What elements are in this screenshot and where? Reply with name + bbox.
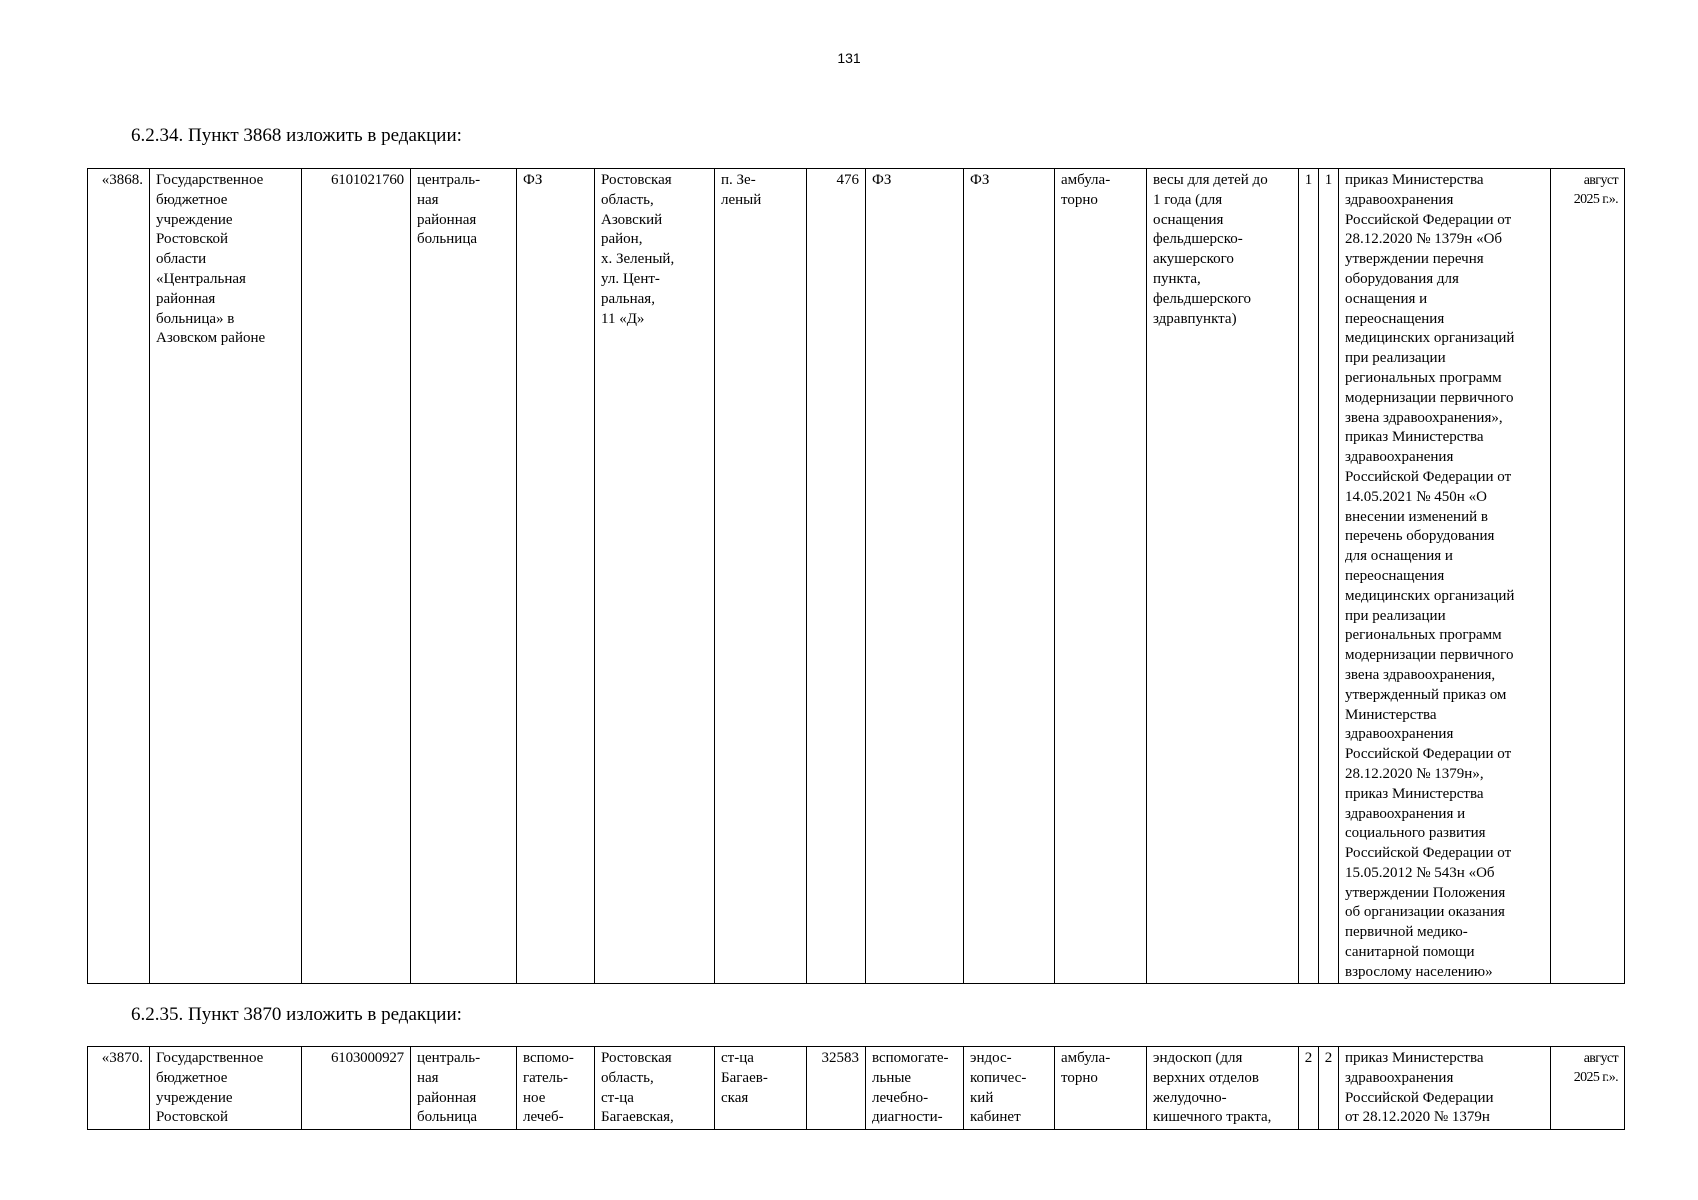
cell-organization: Государственное бюджетное учреждение Ростовской [150, 1047, 302, 1130]
cell-quantity-b: 2 [1319, 1047, 1339, 1130]
amendment-table-3868 [87, 168, 1625, 984]
cell-organization: Государственное бюджетное учреждение Ростовской области «Центральная районная больница» в Азовском районе [150, 169, 302, 984]
cell-date: август 2025 г.». [1551, 1047, 1625, 1130]
cell-date: август 2025 г.». [1551, 169, 1625, 984]
cell-item-number: «3870. [88, 1047, 150, 1130]
amendment-table-3870 [87, 1046, 1625, 1130]
cell-legal-basis: приказ Министерства здравоохранения Российской Федерации от 28.12.2020 № 1379н [1339, 1047, 1551, 1130]
cell-room: эндос- копичес- кий кабинет [964, 1047, 1055, 1130]
cell-population: 476 [807, 169, 866, 984]
cell-quantity-b: 1 [1319, 169, 1339, 984]
cell-organization-type: централь- ная районная больница [411, 169, 517, 984]
cell-equipment: эндоскоп (для верхних отделов желудочно- кишечного тракта, [1147, 1047, 1299, 1130]
table-row [88, 1047, 1625, 1130]
cell-legal-basis: приказ Министерства здравоохранения Российской Федерации от 28.12.2020 № 1379н «Об утверждении перечня оборудования для оснащения и переоснащения медицинских организаций при реализации региональных программ модернизации первичного звена здравоохранения», приказ Министерства здравоохранения Российской Федерации от 14.05.2021 № 450н «О внесении изменений в перечень оборудования для оснащения и переоснащения медицинских организаций при реализации региональных программ модернизации первичного звена здравоохранения, утвержденный приказ ом Министерства здравоохранения Российской Федерации от 28.12.2020 № 1379н», приказ Министерства здравоохранения и социального развития Российской Федерации от 15.05.2012 № 543н «Об утверждении Положения об организации оказания первичной медико- санитарной помощи взрослому населению» [1339, 169, 1551, 984]
section-heading-3868: 6.2.34. Пункт 3868 изложить в редакции: [131, 125, 462, 146]
cell-equipment: весы для детей до 1 года (для оснащения фельдшерско- акушерского пункта, фельдшерского здравпункта) [1147, 169, 1299, 984]
cell-inn: 6101021760 [302, 169, 411, 984]
cell-population: 32583 [807, 1047, 866, 1130]
cell-care-condition: амбула- торно [1055, 169, 1147, 984]
cell-unit: ФЗ [866, 169, 964, 984]
cell-item-number: «3868. [88, 169, 150, 984]
cell-address: Ростовская область, ст-ца Багаевская, [595, 1047, 715, 1130]
cell-subdivision: вспомо- гатель- ное лечеб- [517, 1047, 595, 1130]
cell-subdivision: ФЗ [517, 169, 595, 984]
cell-locality: ст-ца Багаев- ская [715, 1047, 807, 1130]
page-number: 131 [837, 50, 861, 66]
table-row [88, 169, 1625, 984]
cell-quantity-a: 2 [1299, 1047, 1319, 1130]
section-heading-3870: 6.2.35. Пункт 3870 изложить в редакции: [131, 1004, 462, 1025]
cell-care-condition: амбула- торно [1055, 1047, 1147, 1130]
cell-address: Ростовская область, Азовский район, х. Зеленый, ул. Цент- ральная, 11 «Д» [595, 169, 715, 984]
cell-locality: п. Зе- леный [715, 169, 807, 984]
cell-room: ФЗ [964, 169, 1055, 984]
cell-inn: 6103000927 [302, 1047, 411, 1130]
cell-organization-type: централь- ная районная больница [411, 1047, 517, 1130]
cell-quantity-a: 1 [1299, 169, 1319, 984]
cell-unit: вспомогате- льные лечебно- диагности- [866, 1047, 964, 1130]
